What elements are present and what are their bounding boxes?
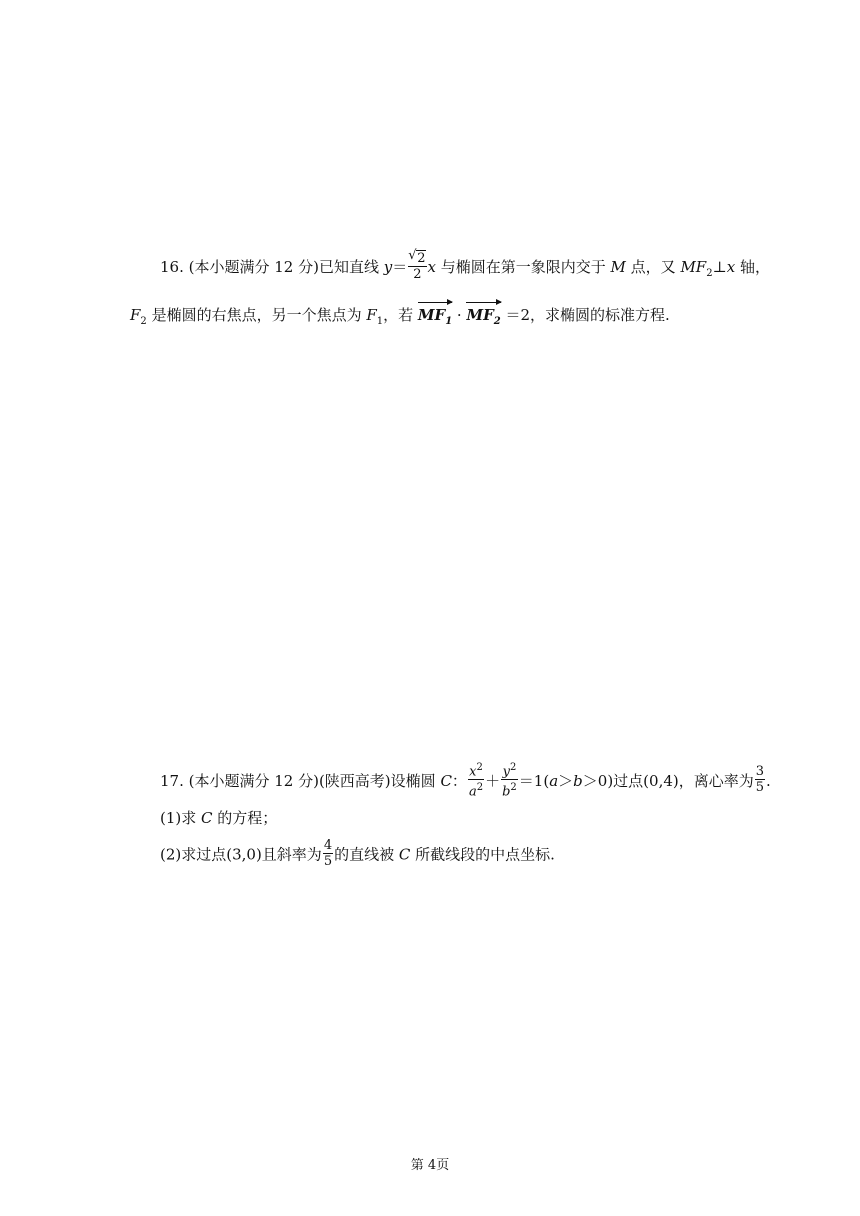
q17-part1: (1)求 C 的方程； (160, 809, 278, 827)
q17-line1: 17. (本小题满分 12 分)(陕西高考)设椭圆 C： $\frac{x^2}{a^2}$ ＋ $\frac{y^2}{b^2}$ ＝1(a＞b＞0)过点(0,4)，离心率为 $\frac{3}{5}$ . (160, 762, 771, 800)
q17-number: 17 (160, 771, 180, 790)
q17-slope-fraction: $\frac{4}{5}$ (323, 838, 333, 869)
vector-mf1: $MF_1$ (418, 302, 452, 332)
q16-slope-fraction: √ $\frac{2}{2}$ (408, 250, 426, 282)
q17-part2: (2)求过点(3,0)且斜率为 $\frac{4}{5}$ 的直线被 C 所截线段的中点坐标. (160, 838, 555, 869)
q17-x-fraction: $\frac{x^2}{a^2}$ (468, 762, 484, 800)
q16-line2: $F_2$ 是椭圆的右焦点，另一个焦点为 $F_1$，若 $MF_1$ · $MF_2 =2$，求椭圆的标准方程. (130, 302, 670, 332)
vector-mf2: $MF_2$ (466, 302, 500, 332)
q16-line1: 16. (本小题满分 12 分)已知直线 y＝ √ $\frac{2}{2}$ x 与椭圆在第一象限内交于 M 点，又 $MF_2\perp x$ 轴， (160, 252, 770, 284)
q16-number: 16 (160, 258, 180, 276)
page-number: 第 4页 (410, 1158, 450, 1173)
q17-y-fraction: $\frac{y^2}{b^2}$ (502, 762, 517, 800)
q17-eccentricity-fraction: $\frac{3}{5}$ (755, 764, 765, 796)
